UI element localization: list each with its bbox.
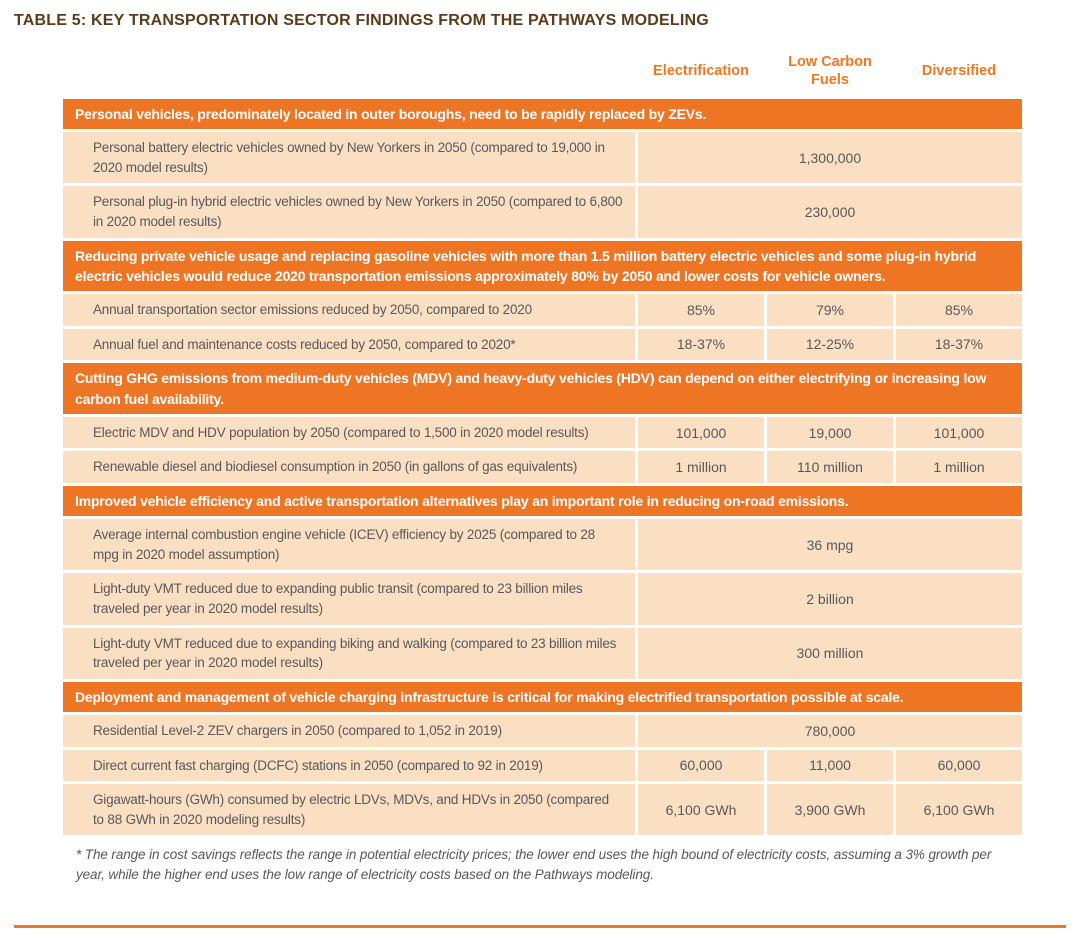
row-value: 85% <box>638 294 764 326</box>
row-label: Personal plug-in hybrid electric vehicles owned by New Yorkers in 2050 (compared to 6,800 in 2020 model results) <box>63 186 635 237</box>
row-value: 110 million <box>767 451 893 483</box>
row-label: Personal battery electric vehicles owned by New Yorkers in 2050 (compared to 19,000 in 2020 model results) <box>63 132 635 183</box>
footnote-text: * The range in cost savings reflects the range in potential electricity prices; the lower end uses the high bound of electricity costs, assuming a 3% growth per year, while the higher end uses the low range of electricity costs based on the Pathways modeling. <box>76 847 992 883</box>
column-header-row <box>63 46 1022 96</box>
section-header: Reducing private vehicle usage and replacing gasoline vehicles with more than 1.5 million battery electric vehicles and some plug-in hybrid electric vehicles would reduce 2020 transportation emissions approximately 80% by 2050 and lower costs for vehicle owners. <box>63 241 1022 292</box>
section-header: Deployment and management of vehicle charging infrastructure is critical for making electrified transportation possible at scale. <box>63 682 1022 712</box>
row-value: 6,100 GWh <box>896 784 1022 835</box>
table-row <box>63 628 1022 679</box>
table-body <box>63 99 1022 835</box>
row-value: 12-25% <box>767 329 893 361</box>
table-row <box>63 451 1022 483</box>
row-value: 3,900 GWh <box>767 784 893 835</box>
row-value: 19,000 <box>767 417 893 449</box>
table-row <box>63 417 1022 449</box>
row-value-merged: 36 mpg <box>638 519 1022 570</box>
findings-table <box>63 46 1022 835</box>
row-label: Electric MDV and HDV population by 2050 (compared to 1,500 in 2020 model results) <box>63 417 635 449</box>
bottom-rule <box>14 925 1066 928</box>
table-row <box>63 294 1022 326</box>
table-row <box>63 519 1022 570</box>
section-header: Personal vehicles, predominately located in outer boroughs, need to be rapidly replaced by ZEVs. <box>63 99 1022 129</box>
row-value: 101,000 <box>896 417 1022 449</box>
section-header: Improved vehicle efficiency and active transportation alternatives play an important role in reducing on-road emissions. <box>63 486 1022 516</box>
table-row <box>63 132 1022 183</box>
row-label: Gigawatt-hours (GWh) consumed by electric LDVs, MDVs, and HDVs in 2050 (compared to 88 GWh in 2020 modeling results) <box>63 784 635 835</box>
table-row <box>63 750 1022 782</box>
row-value: 60,000 <box>638 750 764 782</box>
row-value: 18-37% <box>638 329 764 361</box>
table-title: TABLE 5: KEY TRANSPORTATION SECTOR FINDINGS FROM THE PATHWAYS MODELING <box>14 12 709 29</box>
column-header-label: Diversified <box>921 62 997 79</box>
row-label: Residential Level-2 ZEV chargers in 2050 (compared to 1,052 in 2019) <box>63 715 635 747</box>
column-header-label: Electrification <box>653 62 749 79</box>
row-value-merged: 230,000 <box>638 186 1022 237</box>
table-row <box>63 573 1022 624</box>
row-value: 11,000 <box>767 750 893 782</box>
row-label: Light-duty VMT reduced due to expanding public transit (compared to 23 billion miles traveled per year in 2020 model results) <box>63 573 635 624</box>
row-value: 1 million <box>638 451 764 483</box>
table-row <box>63 784 1022 835</box>
row-value-merged: 300 million <box>638 628 1022 679</box>
row-value: 18-37% <box>896 329 1022 361</box>
row-value-merged: 1,300,000 <box>638 132 1022 183</box>
row-value: 101,000 <box>638 417 764 449</box>
row-label: Direct current fast charging (DCFC) stations in 2050 (compared to 92 in 2019) <box>63 750 635 782</box>
row-value: 1 million <box>896 451 1022 483</box>
row-label: Average internal combustion engine vehicle (ICEV) efficiency by 2025 (compared to 28 mpg in 2020 model assumption) <box>63 519 635 570</box>
column-header-diversified <box>896 62 1022 80</box>
row-value: 60,000 <box>896 750 1022 782</box>
row-value-merged: 780,000 <box>638 715 1022 747</box>
row-label: Renewable diesel and biodiesel consumption in 2050 (in gallons of gas equivalents) <box>63 451 635 483</box>
row-value: 6,100 GWh <box>638 784 764 835</box>
table-row <box>63 186 1022 237</box>
row-value: 85% <box>896 294 1022 326</box>
column-header-low-carbon-fuels <box>767 53 893 89</box>
column-header-label: Low Carbon Fuels <box>788 53 872 88</box>
row-label: Annual fuel and maintenance costs reduced by 2050, compared to 2020* <box>63 329 635 361</box>
table-row <box>63 329 1022 361</box>
document-page <box>0 12 1080 934</box>
column-header-electrification <box>638 62 764 80</box>
row-label: Light-duty VMT reduced due to expanding biking and walking (compared to 23 billion miles traveled per year in 2020 model results) <box>63 628 635 679</box>
row-label: Annual transportation sector emissions reduced by 2050, compared to 2020 <box>63 294 635 326</box>
section-header: Cutting GHG emissions from medium-duty vehicles (MDV) and heavy-duty vehicles (HDV) can depend on either electrifying or increasing low carbon fuel availability. <box>63 363 1022 414</box>
row-value-merged: 2 billion <box>638 573 1022 624</box>
row-value: 79% <box>767 294 893 326</box>
table-row <box>63 715 1022 747</box>
